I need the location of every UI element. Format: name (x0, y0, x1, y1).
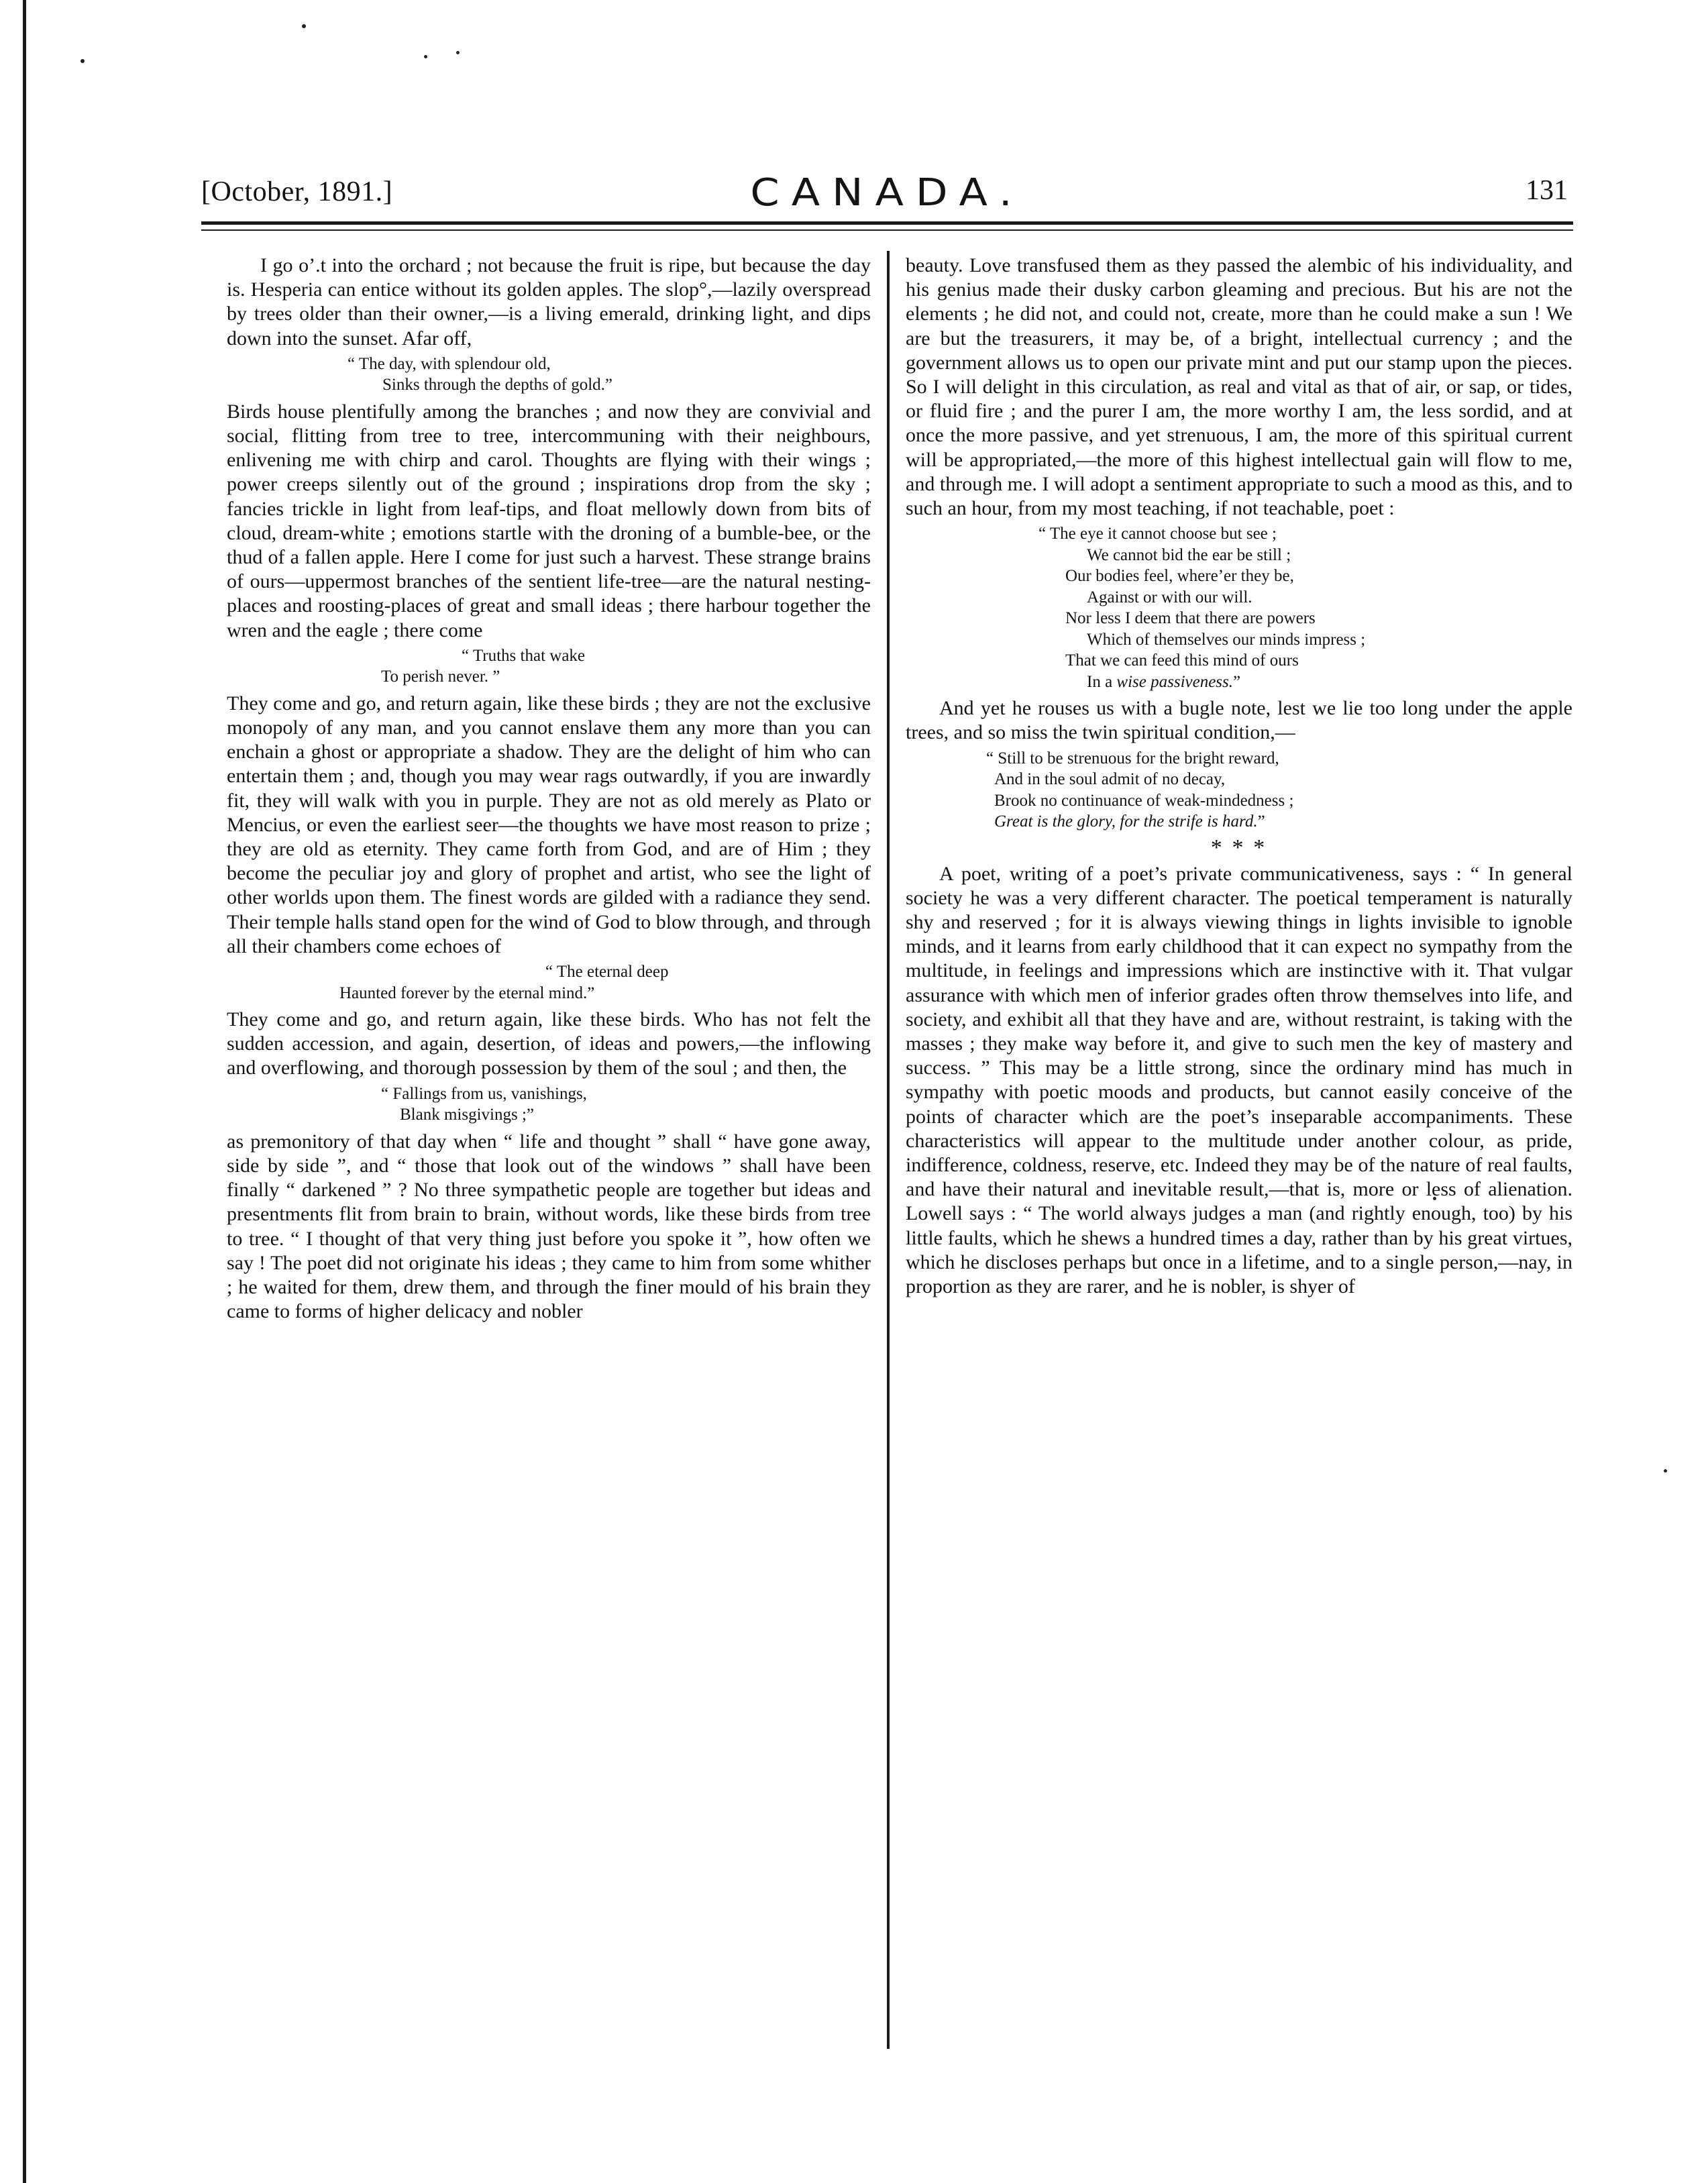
verse-line-text: And in the soul admit of no decay, (994, 770, 1226, 789)
verse-quotation (227, 1083, 871, 1126)
verse-line (227, 983, 871, 1004)
verse-line-text: Blank misgivings ;” (400, 1106, 534, 1124)
body-paragraph: And yet he rouses us with a bugle note, lest we lie too long under the apple trees, and so miss the twin spiritual condition,— (906, 697, 1572, 744)
verse-line-text: Our bodies feel, where’er they be, (1065, 567, 1294, 586)
verse-line-text: To perish never. ” (381, 668, 500, 686)
verse-line-text: Haunted forever by the eternal mind.” (339, 983, 595, 1002)
body-paragraph: as premonitory of that day when “ life and thought ” shall “ have gone away, side by side ”, and “ those that look out of the windows ” shall have been finally “ darkened ” ? No three sympathetic people are together but ideas and presentments flit from brain to brain, without words, like these birds from tree to tree. “ I thought of that very thing just before you spoke it ”, how often we say ! The poet did not originate his ideas ; they came to him from some whither ; he waited for them, drew them, and through the finer mould of his brain they came to forms of higher delicacy and nobler (227, 1130, 871, 1323)
verse-line (906, 587, 1572, 608)
scan-speck (81, 59, 85, 63)
body-paragraph: beauty. Love transfused them as they passed the alembic of his individuality, and his genius made their dusky carbon gleaming and precious. But his are not the elements ; he did not, and could not, create, more than he could make a sun ! We are but the treasurers, it may be, of a bright, intellectual currency ; and the government allows us to open our private mint and put our stamp upon the pieces. So I will delight in this circulation, as real and vital as that of air, or sap, or tides, or fluid fire ; and the purer I am, the more worthy I am, the less sordid, and at once the more passive, and yet strenuous, I am, the more of this spiritual current will be appropriated,—the more of this highest intellectual gain will flow to me, and through me. I will adopt a sentiment appropriate to such a mood as this, and to such an hour, from my most teaching, if not teachable, poet : (906, 254, 1572, 520)
verse-closing-quote: ” (1257, 812, 1265, 831)
verse-line (906, 629, 1572, 651)
verse-line (906, 650, 1572, 672)
issue-date: [October, 1891.] (201, 176, 393, 207)
header-rule-thick (201, 221, 1573, 225)
verse-line (906, 790, 1572, 812)
verse-line (227, 961, 871, 983)
verse-line-text: That we can feed this mind of ours (1065, 651, 1299, 670)
verse-line (906, 811, 1572, 833)
left-column (227, 254, 871, 1324)
verse-quotation (906, 748, 1572, 833)
verse-line-text: “ Still to be strenuous for the bright reward, (986, 749, 1279, 767)
verse-line (906, 608, 1572, 629)
scan-speck (302, 24, 306, 28)
verse-line-text: “ The eye it cannot choose but see ; (1038, 525, 1277, 543)
right-column (906, 254, 1572, 1299)
body-paragraph: A poet, writing of a poet’s private communicativeness, says : “ In general society he was a very different character. The poetical temperament is naturally shy and reserved ; for it is always viewing things in lights invisible to ignoble minds, and it learns from early childhood that it can expect no sympathy from the multitude, in feelings and impressions which are instinctive with it. That vulgar assurance with which men of inferior grades often throw themselves into life, and society, and exhibit all that they have and are, without restraint, is taking with the masses ; they make way before it, and give to such men the key of mastery and success. ” This may be a little strong, since the ordinary mind has much in sympathy with poetic moods and products, but cannot easily conceive of the points of character which are the poet’s inseparable accompaniments. These characteristics will appear to the multitude under another colour, as pride, indifference, coldness, reserve, etc. Indeed they may be of the nature of real faults, and have their natural and inevitable result,—that is, more or less of alienation. Lowell says : “ The world always judges a man (and rightly enough, too) by his little faults, which he shews a hundred times a day, rather than by his great virtues, which he discloses perhaps but once in a lifetime, and to a single person,—nay, in proportion as they are rarer, and he is nobler, is shyer of (906, 862, 1572, 1298)
header-rule-thin (201, 229, 1573, 231)
verse-line (906, 748, 1572, 769)
scan-speck (1664, 1469, 1667, 1473)
publication-title: CANADA. (750, 170, 1024, 215)
body-paragraph: Birds house plentifully among the branches ; and now they are convivial and social, flitting from tree to tree, intercommuning with their neighbours, enlivening me with chirp and carol. Thoughts are flying with their wings ; power creeps silently out of the ground ; inspirations drop from the sky ; fancies trickle in light from leaf-tips, and float mellowly down from bits of cloud, dream-white ; emotions startle with the droning of a bumble-bee, or the thud of a fallen apple. Here I come for just such a harvest. These strange brains of ours—uppermost branches of the sentient life-tree—are the natural nesting-places and roosting-places of great and small ideas ; there harbour together the wren and the eagle ; there come (227, 400, 871, 641)
verse-line-text: “ Truths that wake (462, 646, 586, 665)
verse-line (227, 1104, 871, 1126)
verse-line (227, 645, 871, 667)
verse-line (906, 769, 1572, 790)
verse-line-text: We cannot bid the ear be still ; (1087, 545, 1291, 564)
verse-line-text: Against or with our will. (1087, 588, 1252, 606)
verse-quotation (227, 961, 871, 1004)
verse-line-text: In a (1087, 672, 1117, 691)
scan-speck (424, 55, 427, 58)
page-number: 131 (1526, 175, 1568, 206)
verse-line (906, 672, 1572, 693)
verse-italic-text: wise passiveness. (1116, 672, 1234, 691)
section-asterism: * * * (1210, 835, 1268, 860)
verse-line-text: “ Fallings from us, vanishings, (381, 1084, 587, 1103)
verse-quotation (227, 645, 871, 688)
verse-line-text: “ The eternal deep (545, 963, 669, 981)
verse-line (906, 566, 1572, 587)
column-divider (887, 251, 890, 2049)
verse-line (227, 1083, 871, 1105)
body-paragraph: I go o’.t into the orchard ; not because the fruit is ripe, but because the day is. Hesperia can entice without its golden apples. The slop°,—lazily overspread by trees older than their owner,—is a living emerald, drinking light, and dips down into the sunset. Afar off, (227, 254, 871, 350)
verse-line (227, 666, 871, 688)
verse-italic-text: Great is the glory, for the strife is hard. (994, 812, 1258, 831)
verse-line-text: Sinks through the depths of gold.” (382, 376, 613, 394)
page-border-line (23, 0, 26, 2183)
body-paragraph: They come and go, and return again, like these birds ; they are not the exclusive monopoly of any man, and you cannot enslave them any more than you can enchain a ghost or appropriate a shadow. They are the delight of him who can entertain them ; and, though you may wear rags outwardly, if you are inwardly fit, they will walk with you in purple. They are not as old merely as Plato or Mencius, or even the earliest seer—the thoughts we have most reason to prize ; they are old as eternity. They came forth from God, and are of Him ; they become the peculiar joy and glory of prophet and artist, who see the light of other worlds upon them. The finest words are gilded with a radiance they send. Their temple halls stand open for the wind of God to blow through, and through all their chambers come echoes of (227, 692, 871, 957)
verse-line-text: Which of themselves our minds impress ; (1087, 630, 1366, 649)
verse-line (906, 545, 1572, 566)
verse-line-text: “ The day, with splendour old, (348, 354, 551, 373)
verse-line (227, 374, 871, 396)
verse-line-text: Brook no continuance of weak-mindedness ; (994, 791, 1294, 810)
page-header (201, 166, 1573, 217)
verse-line (906, 523, 1572, 545)
verse-line-text: Nor less I deem that there are powers (1065, 609, 1316, 628)
verse-closing-quote: ” (1233, 672, 1241, 691)
verse-quotation (906, 523, 1572, 692)
verse-quotation (227, 354, 871, 396)
body-paragraph: They come and go, and return again, like these birds. Who has not felt the sudden accession, and again, desertion, of ideas and powers,—the inflowing and overflowing, and thorough possession by them of the soul ; and then, the (227, 1008, 871, 1079)
scan-speck (456, 51, 460, 54)
verse-line (227, 354, 871, 375)
